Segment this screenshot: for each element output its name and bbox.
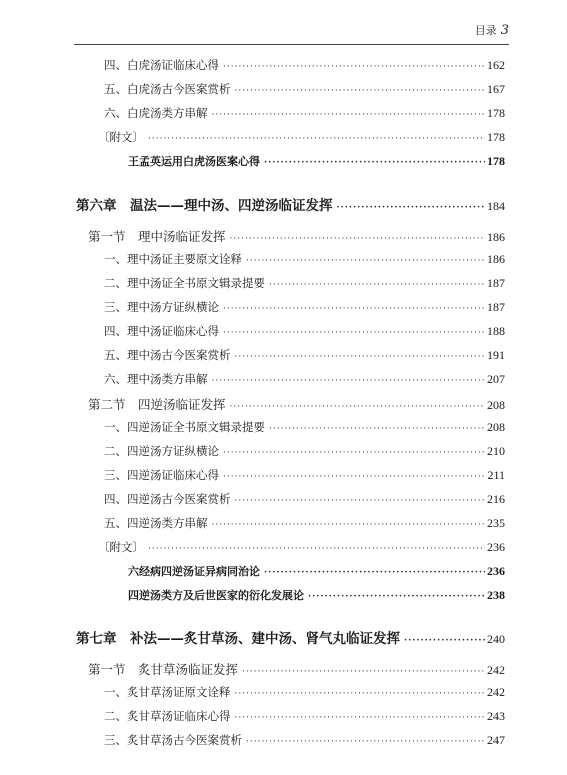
toc-chapter-page: 240 (487, 632, 505, 646)
toc-entry[interactable] (104, 467, 505, 483)
toc-entry-title: 六、白虎汤类方串解 (104, 106, 208, 120)
toc-section-page: 186 (487, 230, 505, 244)
toc-entry-page: 238 (487, 588, 505, 602)
leader-dots (264, 158, 485, 168)
toc-section-page: 208 (487, 398, 505, 412)
leader-dots (337, 203, 486, 213)
toc-entry-page: 188 (487, 324, 505, 338)
toc-entry[interactable] (104, 732, 505, 748)
toc-entry-title: 一、炙甘草汤证原文诠释 (104, 685, 231, 699)
toc-entry[interactable] (104, 515, 505, 531)
toc-entry[interactable] (104, 323, 505, 339)
toc-entry-page: 210 (487, 444, 505, 458)
leader-dots (212, 520, 486, 530)
toc-entry-page: 186 (487, 252, 505, 266)
toc-entry-page: 178 (487, 154, 505, 168)
toc-entry[interactable] (104, 443, 505, 459)
toc-entry[interactable] (104, 347, 505, 363)
toc-entry[interactable] (104, 275, 505, 291)
toc-section[interactable] (88, 660, 505, 678)
toc-entry[interactable] (104, 57, 505, 73)
toc-entry-title: 五、理中汤古今医案赏析 (104, 348, 231, 362)
leader-dots (308, 592, 485, 602)
toc-entry[interactable] (128, 153, 505, 169)
leader-dots (235, 496, 486, 506)
toc-entry[interactable] (128, 587, 505, 603)
toc-entry-page: 236 (487, 564, 505, 578)
toc-entry[interactable] (98, 539, 505, 555)
leader-dots (264, 568, 485, 578)
toc-section-title: 第一节 理中汤临证发挥 (88, 229, 226, 244)
toc-entry[interactable] (104, 371, 505, 387)
toc-entry-title: 一、理中汤证主要原文诠释 (104, 252, 242, 266)
toc-entry[interactable] (104, 105, 505, 121)
toc-entry-page: 178 (487, 130, 505, 144)
leader-dots (223, 328, 485, 338)
toc-entry-title: 四、四逆汤古今医案赏析 (104, 492, 231, 506)
toc-entry[interactable] (104, 419, 505, 435)
toc-entry-title: 〔附文〕 (98, 130, 144, 144)
leader-dots (404, 636, 485, 646)
toc-section[interactable] (88, 227, 505, 245)
header-page-number: 3 (500, 23, 509, 38)
toc-entry[interactable] (104, 81, 505, 97)
toc-entry[interactable] (104, 491, 505, 507)
leader-dots (230, 402, 485, 412)
toc-entry-title: 六经病四逆汤证异病同治论 (128, 565, 260, 578)
header-rule (74, 44, 509, 45)
toc-section-title: 第二节 四逆汤临证发挥 (88, 397, 226, 412)
toc-entry-title: 〔附文〕 (98, 540, 144, 554)
toc-entry-title: 五、四逆汤类方串解 (104, 516, 208, 530)
leader-dots (212, 110, 486, 120)
toc-entry[interactable] (104, 251, 505, 267)
leader-dots (235, 713, 486, 723)
toc-entry-page: 242 (487, 685, 505, 699)
toc-entry-title: 六、理中汤类方串解 (104, 372, 208, 386)
running-header (475, 22, 509, 38)
toc-entry-page: 162 (487, 58, 505, 72)
leader-dots (235, 352, 486, 362)
leader-dots (223, 448, 485, 458)
header-title: 目录 (474, 24, 497, 37)
toc-entry-page: 187 (487, 276, 505, 290)
toc-entry-page: 243 (487, 709, 505, 723)
toc-entry-title: 二、炙甘草汤证临床心得 (104, 709, 231, 723)
leader-dots (246, 256, 485, 266)
toc-entry-page: 207 (487, 372, 505, 386)
toc-entry-title: 三、理中汤方证纵横论 (104, 300, 219, 314)
toc-entry[interactable] (104, 299, 505, 315)
toc-entry-page: 236 (487, 540, 505, 554)
toc-entry-page: 178 (487, 106, 505, 120)
toc-section-page: 242 (487, 663, 505, 677)
toc-entry[interactable] (104, 684, 505, 700)
toc-entry[interactable] (128, 563, 505, 579)
toc-chapter-title: 第六章 温法——理中汤、四逆汤临证发挥 (76, 198, 333, 214)
leader-dots (223, 472, 485, 482)
leader-dots (242, 667, 485, 677)
toc-entry-page: 167 (487, 82, 505, 96)
toc-chapter[interactable] (76, 627, 505, 647)
leader-dots (269, 424, 485, 434)
toc-entry-title: 三、炙甘草汤古今医案赏析 (104, 733, 242, 747)
leader-dots (235, 689, 486, 699)
toc-entry[interactable] (104, 708, 505, 724)
toc-entry-title: 四、白虎汤证临床心得 (104, 58, 219, 72)
toc-entry-page: 191 (487, 348, 505, 362)
toc-entry-title: 二、理中汤证全书原文辑录提要 (104, 276, 265, 290)
toc-entry-title: 四、理中汤证临床心得 (104, 324, 219, 338)
leader-dots (246, 737, 485, 747)
toc-entry-page: 208 (487, 420, 505, 434)
toc-entry-title: 四逆汤类方及后世医家的衍化发展论 (128, 589, 304, 602)
toc-entry-title: 三、四逆汤证临床心得 (104, 468, 219, 482)
toc-entry-title: 一、四逆汤证全书原文辑录提要 (104, 420, 265, 434)
toc-entry-page: 235 (487, 516, 505, 530)
toc-chapter[interactable] (76, 194, 505, 214)
toc-entry-title: 五、白虎汤古今医案赏析 (104, 82, 231, 96)
leader-dots (223, 62, 485, 72)
toc-chapter-page: 184 (487, 199, 505, 213)
leader-dots (148, 134, 485, 144)
toc-entry-page: 211 (487, 468, 505, 482)
toc-entry-page: 247 (487, 733, 505, 747)
toc-section-title: 第一节 炙甘草汤临证发挥 (88, 662, 239, 677)
toc-entry-title: 王孟英运用白虎汤医案心得 (128, 155, 260, 168)
leader-dots (269, 280, 485, 290)
leader-dots (235, 86, 486, 96)
leader-dots (148, 544, 485, 554)
toc-entry-page: 216 (487, 492, 505, 506)
toc-entry-page: 187 (487, 300, 505, 314)
toc-chapter-title: 第七章 补法——炙甘草汤、建中汤、肾气丸临证发挥 (76, 631, 400, 647)
leader-dots (230, 234, 485, 244)
toc-entry[interactable] (98, 129, 505, 145)
leader-dots (212, 376, 486, 386)
toc-section[interactable] (88, 395, 505, 413)
leader-dots (223, 304, 485, 314)
toc-entry-title: 二、四逆汤方证纵横论 (104, 444, 219, 458)
